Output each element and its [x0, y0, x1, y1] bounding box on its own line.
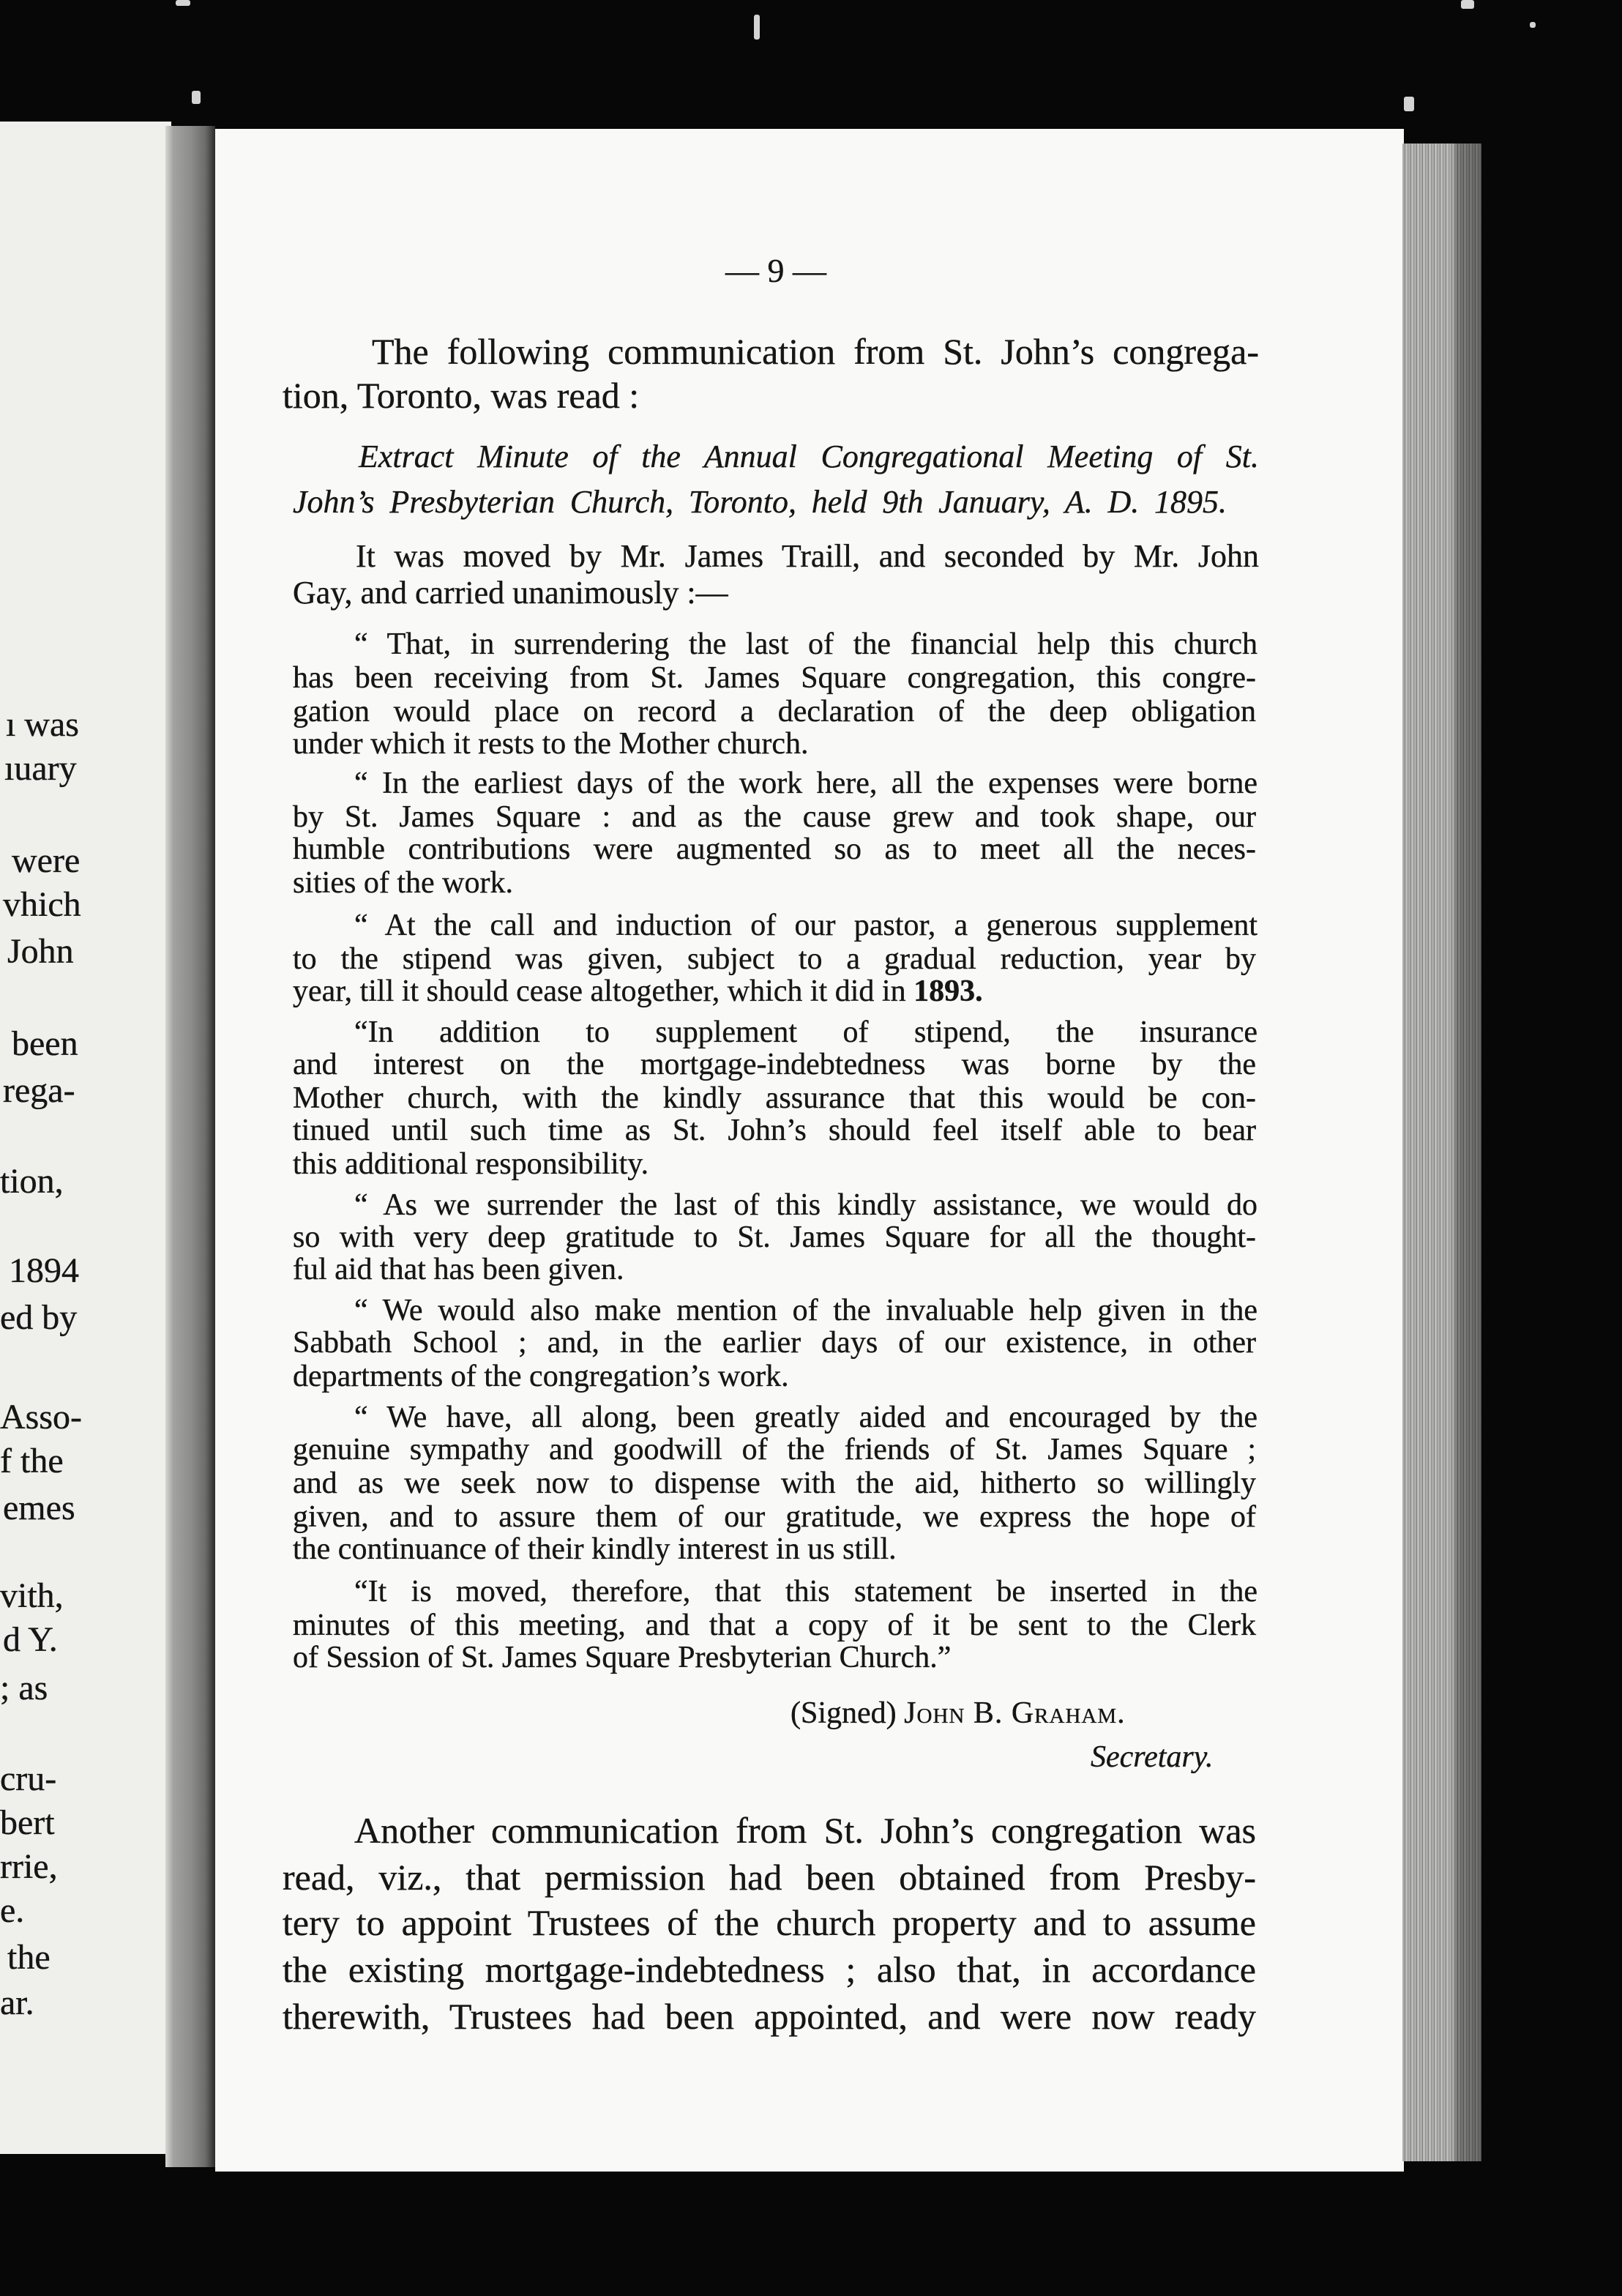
resolution-line: humble contributions were augmented so as to meet all the neces-: [293, 832, 1256, 866]
left-page-fragment: d Y.: [3, 1620, 58, 1659]
resolution-line: this additional responsibility.: [293, 1147, 649, 1181]
resolution-line: given, and to assure them of our gratitude, we express the hope of: [293, 1500, 1256, 1534]
scan-speck: [176, 0, 190, 6]
resolution-line: “ We would also make mention of the invaluable help given in the: [354, 1294, 1257, 1327]
signatory-name: John B. Graham.: [904, 1696, 1126, 1730]
resolution-line: “ We have, all along, been greatly aided and encouraged by the: [354, 1401, 1257, 1434]
left-page-fragment: rrie,: [0, 1847, 58, 1886]
left-page-fragment: ; as: [0, 1669, 48, 1707]
extract-heading-line: Extract Minute of the Annual Congregational Meeting of St.: [359, 439, 1259, 474]
resolution-line: the continuance of their kindly interest in us still.: [293, 1532, 897, 1566]
resolution-line: of Session of St. James Square Presbyterian Church.”: [293, 1641, 952, 1674]
resolution-line: under which it rests to the Mother church.: [293, 727, 809, 761]
left-page-fragment: cru-: [0, 1759, 57, 1798]
book-gutter: [165, 126, 215, 2167]
resolution-line: to the stipend was given, subject to a gradual reduction, year by: [293, 942, 1256, 976]
left-page-fragment: vith,: [0, 1576, 64, 1615]
left-page-fragment: f the: [0, 1442, 64, 1480]
resolution-line: by St. James Square : and as the cause grew and took shape, our: [293, 800, 1256, 834]
resolution-line: has been receiving from St. James Square congregation, this congre-: [293, 661, 1256, 695]
left-page-fragment: Asso-: [0, 1398, 83, 1436]
left-page-fragment: the: [7, 1938, 51, 1977]
resolution-line: “ In the earliest days of the work here, all the expenses were borne: [354, 767, 1257, 800]
resolution-line: gation would place on record a declaration of the deep obligation: [293, 695, 1256, 728]
scan-speck: [1404, 97, 1414, 111]
resolution-line: and as we seek now to dispense with the aid, hitherto so willingly: [293, 1466, 1256, 1500]
resolution-line: departments of the congregation’s work.: [293, 1360, 789, 1393]
page-stack-edges: [1402, 144, 1481, 2161]
closing-line: Another communication from St. John’s congregation was: [354, 1810, 1256, 1851]
left-page-fragment: been: [12, 1024, 78, 1063]
left-page-fragment: ı was: [6, 705, 79, 744]
scan-speck: [1530, 22, 1536, 28]
page-number: — 9 —: [725, 252, 826, 289]
signatory-title: Secretary.: [1091, 1740, 1214, 1774]
left-page-fragment: vhich: [3, 885, 81, 924]
resolution-line: sities of the work.: [293, 866, 513, 900]
left-page-fragment: tion,: [0, 1162, 64, 1201]
motion-line: Gay, and carried unanimously :—: [293, 575, 728, 611]
left-page-fragment: bert: [0, 1803, 55, 1842]
resolution-line: “ That, in surrendering the last of the financial help this church: [354, 627, 1257, 661]
resolution-line: “It is moved, therefore, that this statement be inserted in the: [354, 1575, 1257, 1609]
resolution-line: “ At the call and induction of our pastor, a generous supplement: [354, 909, 1257, 942]
scan-speck: [192, 91, 201, 104]
resolution-line: [293, 974, 983, 1008]
resolution-line: Mother church, with the kindly assurance that this would be con-: [293, 1081, 1256, 1115]
intro-line: tion, Toronto, was read :: [283, 375, 640, 416]
closing-line: read, viz., that permission had been obtained from Presby-: [283, 1857, 1256, 1898]
left-page-fragment: 1894: [9, 1251, 79, 1290]
scan-speck: [1461, 0, 1474, 9]
resolution-line: “In addition to supplement of stipend, the insurance: [354, 1015, 1257, 1049]
closing-line: tery to appoint Trustees of the church property and to assume: [283, 1902, 1256, 1943]
resolution-line: minutes of this meeting, and that a copy of it be sent to the Clerk: [293, 1609, 1256, 1642]
intro-line: The following communication from St. John’s congrega-: [372, 331, 1259, 372]
year-emphasis: 1893.: [913, 974, 983, 1008]
closing-line: the existing mortgage-indebtedness ; also that, in accordance: [283, 1949, 1256, 1990]
left-page-fragment: ed by: [0, 1298, 78, 1337]
resolution-line: Sabbath School ; and, in the earlier days of our existence, in other: [293, 1326, 1256, 1360]
resolution-line: and interest on the mortgage-indebtedness was borne by the: [293, 1048, 1256, 1081]
extract-heading-line: John’s Presbyterian Church, Toronto, held 9th January, A. D. 1895.: [293, 484, 1227, 520]
signature-line: [791, 1696, 1126, 1730]
left-page-fragment: ıuary: [4, 749, 77, 788]
left-page-fragment: ar.: [0, 1983, 34, 2022]
resolution-line: ful aid that has been given.: [293, 1253, 624, 1286]
closing-line: therewith, Trustees had been appointed, and were now ready: [283, 1996, 1256, 2037]
resolution-line: “ As we surrender the last of this kindly assistance, we would do: [354, 1188, 1257, 1222]
scan-speck: [754, 15, 760, 40]
resolution-line-text: year, till it should cease altogether, which it did in: [293, 974, 906, 1008]
resolution-line: genuine sympathy and goodwill of the friends of St. James Square ;: [293, 1433, 1256, 1466]
left-page-fragment: were: [12, 841, 81, 880]
motion-line: It was moved by Mr. James Traill, and seconded by Mr. John: [356, 538, 1259, 574]
left-page-fragment: rega-: [3, 1071, 75, 1110]
left-page-fragment: emes: [3, 1488, 75, 1527]
resolution-line: so with very deep gratitude to St. James Square for all the thought-: [293, 1220, 1256, 1254]
left-page-fragment: John: [7, 932, 74, 971]
left-page-fragment: e.: [0, 1891, 25, 1930]
signed-label: (Signed): [791, 1696, 897, 1730]
resolution-line: tinued until such time as St. John’s should feel itself able to bear: [293, 1114, 1256, 1147]
